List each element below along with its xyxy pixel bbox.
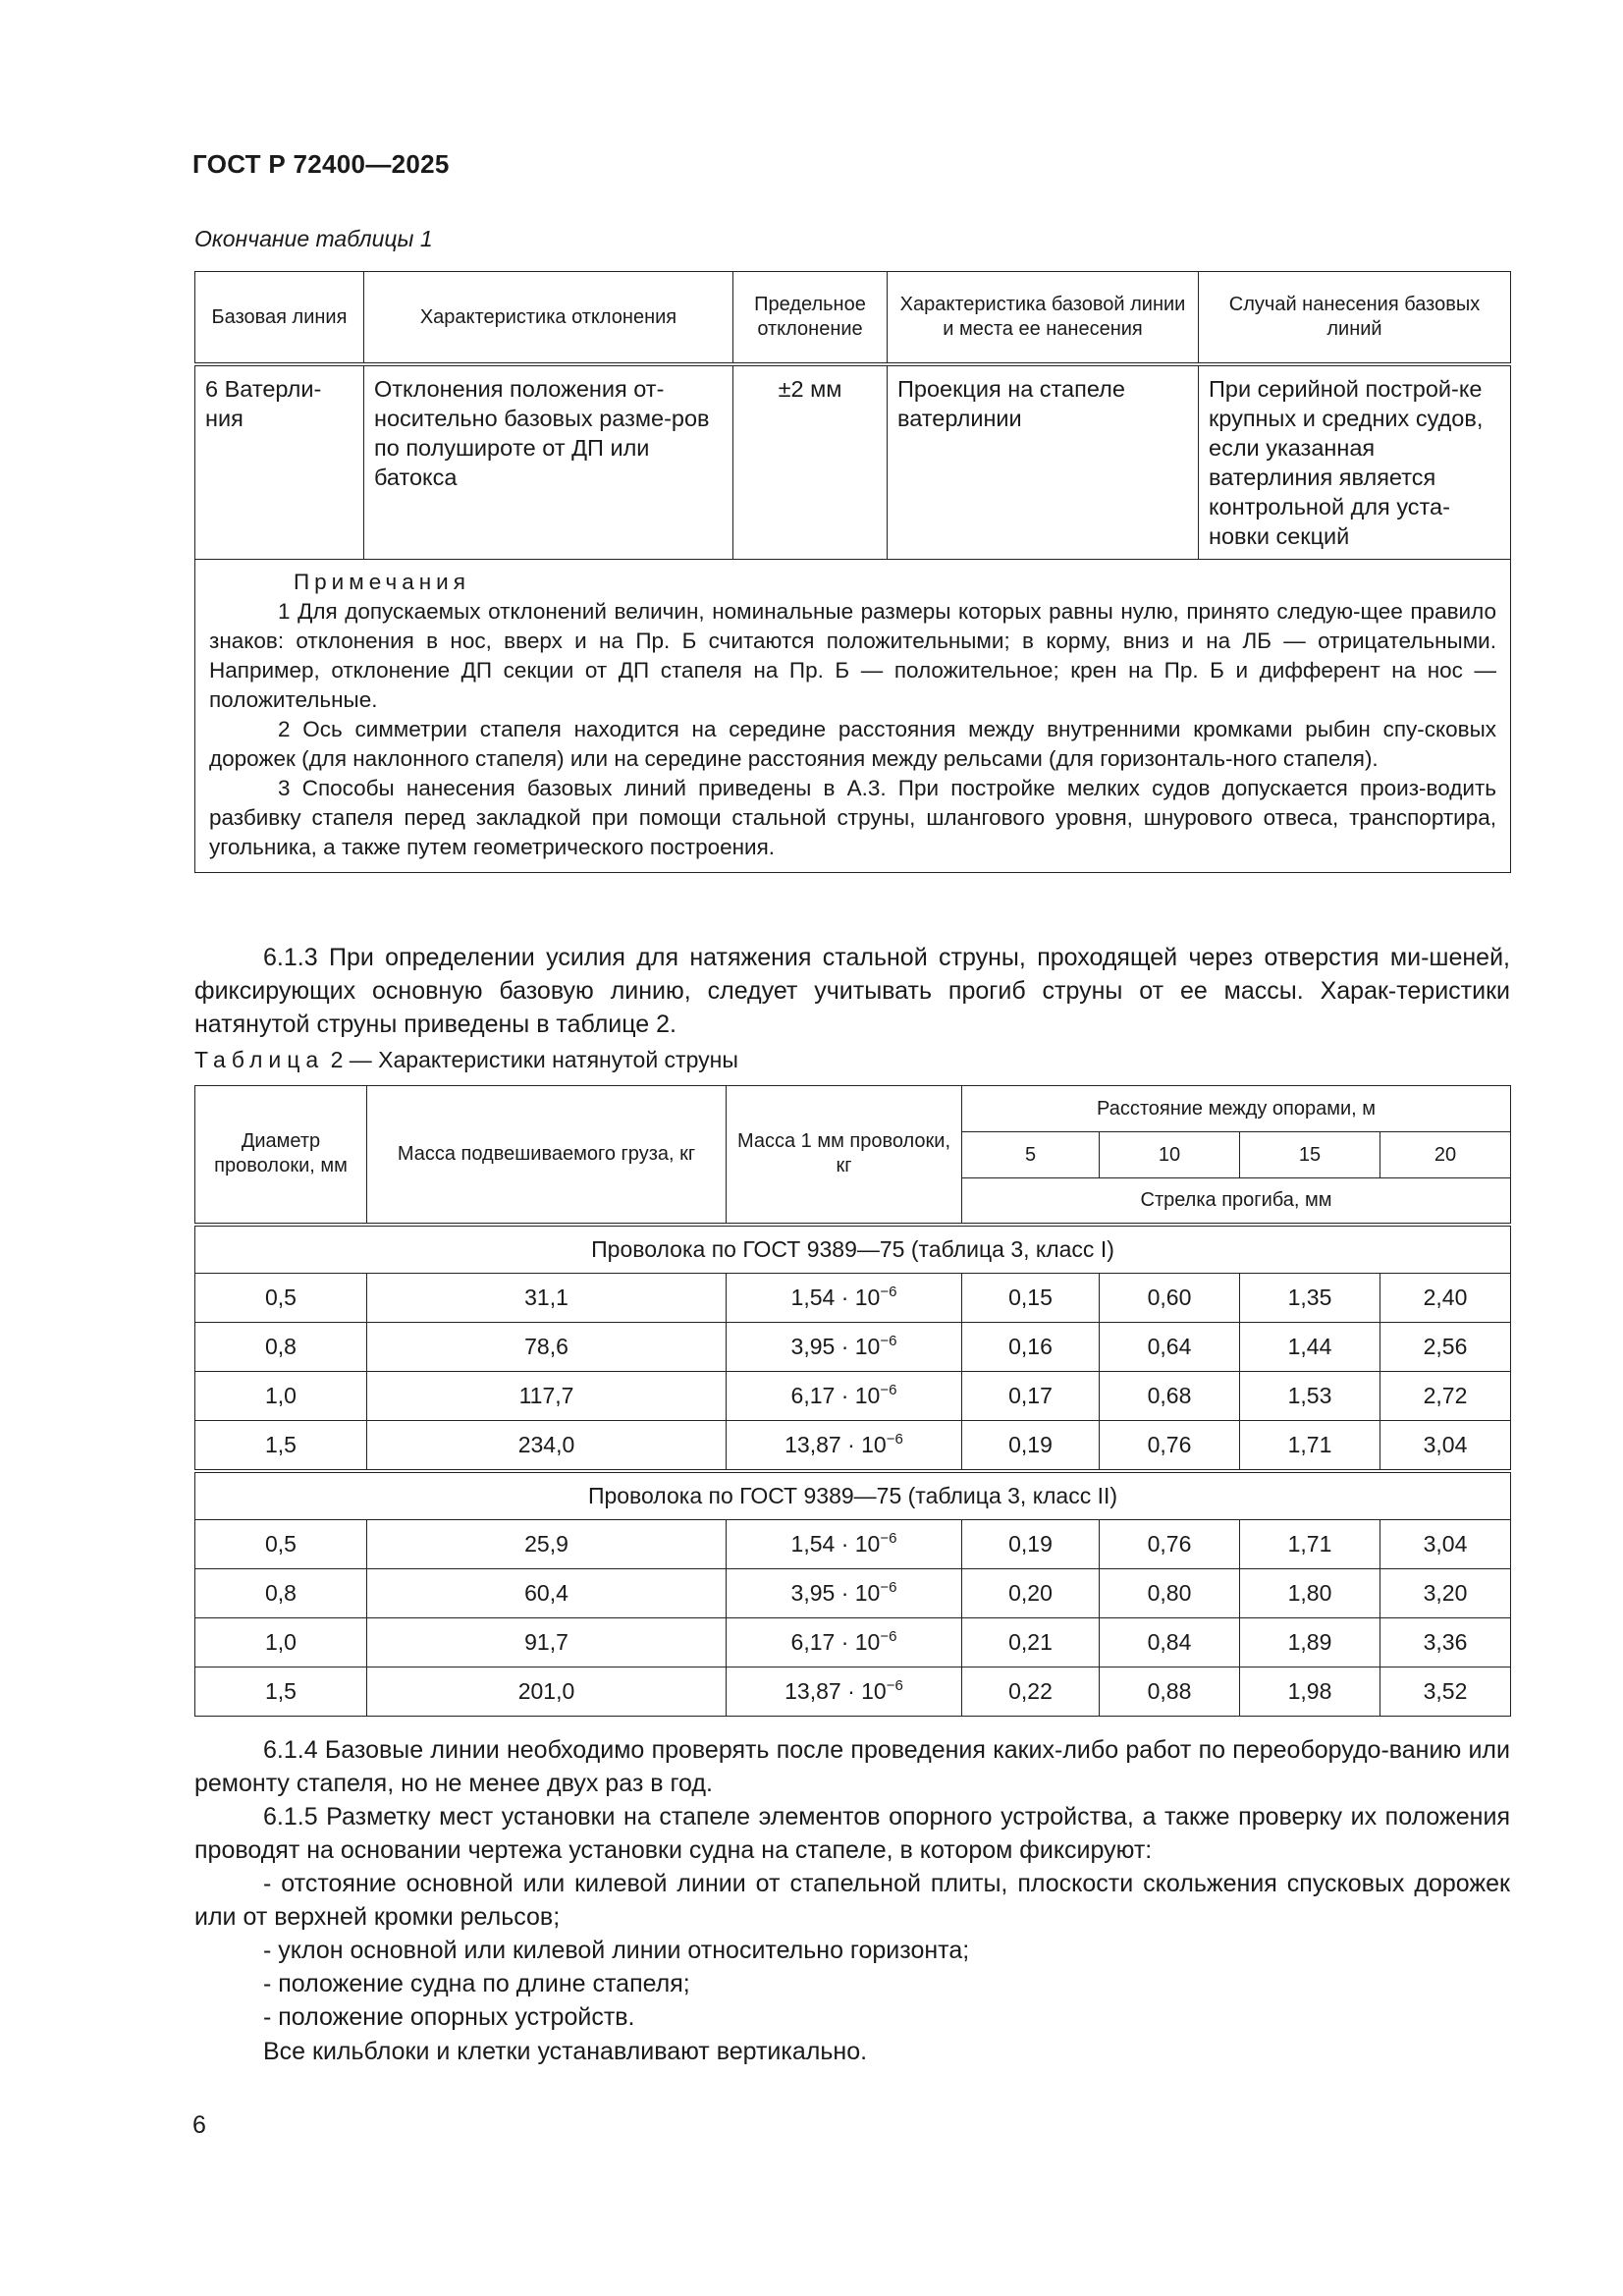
table2-cell-sag: 1,80 xyxy=(1240,1568,1380,1617)
table2-cell-sag: 1,89 xyxy=(1240,1617,1380,1667)
mass-mm-mantissa: 13,87 · 10 xyxy=(784,1677,887,1704)
paragraph-6-1-3: 6.1.3 При определении усилия для натяжения стальной струны, проходящей через отверстия ми-шеней, фиксирующих основную базовую линию, следует учитывать прогиб струны от ее массы. Харак-теристики натянутой струны приведены в таблице 2. xyxy=(194,944,1510,1038)
mass-mm-exponent: −6 xyxy=(886,1430,903,1448)
mass-mm-exponent: −6 xyxy=(880,1529,897,1547)
table2-cell-sag: 0,22 xyxy=(962,1667,1100,1716)
mass-mm-mantissa: 13,87 · 10 xyxy=(784,1431,887,1457)
mass-mm-exponent: −6 xyxy=(880,1627,897,1645)
table2-cell-diameter: 1,0 xyxy=(195,1371,367,1420)
note-item: 3 Способы нанесения базовых линий приведены в А.3. При постройке мелких судов допускается произ-водить разбивку стапеля перед закладкой при помощи стальной струны, шлангового уровня, шнурового отвеса, транспортира, угольника, а также путем геометрического построения. xyxy=(209,776,1496,859)
table2-caption xyxy=(194,1047,738,1073)
table2-cell-sag: 0,16 xyxy=(962,1322,1100,1371)
table1-cell-limit: ±2 мм xyxy=(733,364,888,560)
table2-cell-sag: 0,20 xyxy=(962,1568,1100,1617)
table2-cell-sag: 2,40 xyxy=(1380,1273,1511,1322)
table1-col-header: Базовая линия xyxy=(195,272,364,365)
table2-section-row xyxy=(195,1471,1511,1520)
mass-mm-exponent: −6 xyxy=(880,1578,897,1596)
table2-cell-diameter: 1,0 xyxy=(195,1617,367,1667)
list-item: - положение опорных устройств. xyxy=(263,2003,635,2031)
table2-cell-sag: 1,44 xyxy=(1240,1322,1380,1371)
table2-caption-word: Таблица xyxy=(194,1047,325,1072)
mass-mm-mantissa: 6,17 · 10 xyxy=(790,1382,881,1408)
table1-notes-row xyxy=(195,560,1511,873)
table2-caption-text: 2 — Характеристики натянутой струны xyxy=(324,1047,738,1072)
mass-mm-mantissa: 1,54 · 10 xyxy=(790,1530,881,1557)
table2-header-mass-mm: Масса 1 мм проволоки, кг xyxy=(727,1086,962,1225)
table2-span-header: 15 xyxy=(1240,1132,1380,1178)
page-number: 6 xyxy=(192,2111,206,2139)
list-item: - уклон основной или килевой линии относительно горизонта; xyxy=(263,1937,970,1964)
table2-cell-sag: 3,36 xyxy=(1380,1617,1511,1667)
table2-cell-sag: 3,52 xyxy=(1380,1667,1511,1716)
table2-cell-diameter: 0,8 xyxy=(195,1322,367,1371)
table2-section-title: Проволока по ГОСТ 9389—75 (таблица 3, класс I) xyxy=(195,1225,1511,1274)
table-1 xyxy=(194,271,1511,873)
paragraph-6-1-4: 6.1.4 Базовые линии необходимо проверять после проведения каких-либо работ по переоборудо-ванию или ремонту стапеля, но не менее двух раз в год. xyxy=(194,1736,1510,1797)
table2-header-sag: Стрелка прогиба, мм xyxy=(962,1178,1511,1225)
table2-cell-sag: 1,71 xyxy=(1240,1420,1380,1471)
table2-cell-diameter: 1,5 xyxy=(195,1667,367,1716)
table1-cell-base-line: 6 Ватерли-ния xyxy=(195,364,364,560)
document-header: ГОСТ Р 72400—2025 xyxy=(192,149,450,179)
table2-row xyxy=(195,1617,1511,1667)
table2-cell-sag: 0,15 xyxy=(962,1273,1100,1322)
table2-cell-load: 78,6 xyxy=(367,1322,727,1371)
mass-mm-exponent: −6 xyxy=(886,1676,903,1694)
table2-cell-mass-mm xyxy=(727,1667,962,1716)
table1-continuation-label: Окончание таблицы 1 xyxy=(194,226,433,251)
table2-cell-sag: 0,60 xyxy=(1100,1273,1240,1322)
table1-col-header: Предельное отклонение xyxy=(733,272,888,365)
mass-mm-mantissa: 3,95 · 10 xyxy=(790,1579,881,1606)
table2-row xyxy=(195,1371,1511,1420)
paragraph-final: Все кильблоки и клетки устанавливают вертикально. xyxy=(263,2038,868,2065)
mass-mm-mantissa: 1,54 · 10 xyxy=(790,1284,881,1310)
table1-col-header: Характеристика базовой линии и места ее нанесения xyxy=(888,272,1199,365)
table2-cell-load: 117,7 xyxy=(367,1371,727,1420)
table2-cell-sag: 1,53 xyxy=(1240,1371,1380,1420)
table2-cell-load: 201,0 xyxy=(367,1667,727,1716)
table1-header-row xyxy=(195,272,1511,365)
list-item: - положение судна по длине стапеля; xyxy=(263,1970,690,1997)
table2-cell-load: 234,0 xyxy=(367,1420,727,1471)
table1-cell-deviation: Отклонения положения от-носительно базовых разме-ров по полуширoте от ДП или батокса xyxy=(364,364,733,560)
table2-cell-sag: 0,68 xyxy=(1100,1371,1240,1420)
table2-cell-sag: 0,76 xyxy=(1100,1420,1240,1471)
notes-title: Примечания xyxy=(294,570,470,594)
table2-row xyxy=(195,1273,1511,1322)
table2-row xyxy=(195,1420,1511,1471)
table2-cell-sag: 3,20 xyxy=(1380,1568,1511,1617)
note-item: 2 Ось симметрии стапеля находится на середине расстояния между внутренними кромками рыбин спу-сковых дорожек (для наклонного стапеля) или на середине расстояния между рельсами (для горизонталь-ного стапеля). xyxy=(209,717,1496,771)
table2-cell-sag: 0,76 xyxy=(1100,1519,1240,1568)
table1-col-header: Случай нанесения базовых линий xyxy=(1199,272,1511,365)
table2-header-mass-load: Масса подвешиваемого груза, кг xyxy=(367,1086,727,1225)
table2-span-header: 20 xyxy=(1380,1132,1511,1178)
table2-cell-mass-mm xyxy=(727,1420,962,1471)
table2-cell-sag: 0,21 xyxy=(962,1617,1100,1667)
table2-cell-sag: 2,56 xyxy=(1380,1322,1511,1371)
table2-cell-sag: 1,35 xyxy=(1240,1273,1380,1322)
table2-cell-mass-mm xyxy=(727,1322,962,1371)
table2-row xyxy=(195,1568,1511,1617)
table2-cell-diameter: 0,5 xyxy=(195,1519,367,1568)
table2-cell-sag: 0,88 xyxy=(1100,1667,1240,1716)
table1-cell-characteristic: Проекция на стапеле ватерлинии xyxy=(888,364,1199,560)
table2-cell-sag: 3,04 xyxy=(1380,1420,1511,1471)
table2-cell-sag: 0,19 xyxy=(962,1519,1100,1568)
table2-row xyxy=(195,1322,1511,1371)
table2-cell-sag: 0,19 xyxy=(962,1420,1100,1471)
mass-mm-exponent: −6 xyxy=(880,1381,897,1398)
table2-cell-diameter: 1,5 xyxy=(195,1420,367,1471)
table2-cell-sag: 1,71 xyxy=(1240,1519,1380,1568)
table1-cell-case: При серийной построй-ке крупных и средних судов, если указанная ватерлиния является контрольной для уста-новки секций xyxy=(1199,364,1511,560)
table1-notes xyxy=(195,560,1511,873)
table2-section-title: Проволока по ГОСТ 9389—75 (таблица 3, класс II) xyxy=(195,1471,1511,1520)
table2-cell-diameter: 0,5 xyxy=(195,1273,367,1322)
table1-col-header: Характеристика отклонения xyxy=(364,272,733,365)
table1-row xyxy=(195,364,1511,560)
table2-cell-sag: 1,98 xyxy=(1240,1667,1380,1716)
table2-cell-mass-mm xyxy=(727,1568,962,1617)
table2-header-diameter: Диаметр проволоки, мм xyxy=(195,1086,367,1225)
table2-cell-mass-mm xyxy=(727,1519,962,1568)
table2-row xyxy=(195,1519,1511,1568)
table2-cell-sag: 0,84 xyxy=(1100,1617,1240,1667)
table2-cell-sag: 3,04 xyxy=(1380,1519,1511,1568)
mass-mm-mantissa: 3,95 · 10 xyxy=(790,1333,881,1359)
table2-section-row xyxy=(195,1225,1511,1274)
mass-mm-exponent: −6 xyxy=(880,1332,897,1349)
table2-cell-sag: 0,17 xyxy=(962,1371,1100,1420)
table2-cell-load: 31,1 xyxy=(367,1273,727,1322)
table2-cell-sag: 2,72 xyxy=(1380,1371,1511,1420)
table2-header-distance: Расстояние между опорами, м xyxy=(962,1086,1511,1132)
table2-row xyxy=(195,1667,1511,1716)
table-2 xyxy=(194,1085,1511,1717)
paragraph-6-1-5: 6.1.5 Разметку мест установки на стапеле элементов опорного устройства, а также проверку их положения проводят на основании чертежа установки судна на стапеле, в котором фиксируют: xyxy=(194,1803,1510,1864)
table2-span-header: 5 xyxy=(962,1132,1100,1178)
list-item: - отстояние основной или килевой линии от стапельной плиты, плоскости скольжения спусковых дорожек или от верхней кромки рельсов; xyxy=(194,1870,1510,1931)
mass-mm-exponent: −6 xyxy=(880,1283,897,1300)
table2-cell-mass-mm xyxy=(727,1617,962,1667)
note-item: 1 Для допускаемых отклонений величин, номинальные размеры которых равны нулю, принято следую-щее правило знаков: отклонения в нос, вверх и на Пр. Б считаются положительными; в корму, вниз и на ЛБ — отрицательными. Например, отклонение ДП секции от ДП стапеля на Пр. Б — положительное; крен на Пр. Б и дифферент на нос — положительные. xyxy=(209,599,1496,712)
table2-cell-sag: 0,80 xyxy=(1100,1568,1240,1617)
table2-cell-load: 25,9 xyxy=(367,1519,727,1568)
table2-cell-sag: 0,64 xyxy=(1100,1322,1240,1371)
table2-cell-mass-mm xyxy=(727,1273,962,1322)
table2-cell-load: 91,7 xyxy=(367,1617,727,1667)
table2-cell-load: 60,4 xyxy=(367,1568,727,1617)
table2-cell-mass-mm xyxy=(727,1371,962,1420)
mass-mm-mantissa: 6,17 · 10 xyxy=(790,1628,881,1655)
table2-span-header: 10 xyxy=(1100,1132,1240,1178)
table2-cell-diameter: 0,8 xyxy=(195,1568,367,1617)
